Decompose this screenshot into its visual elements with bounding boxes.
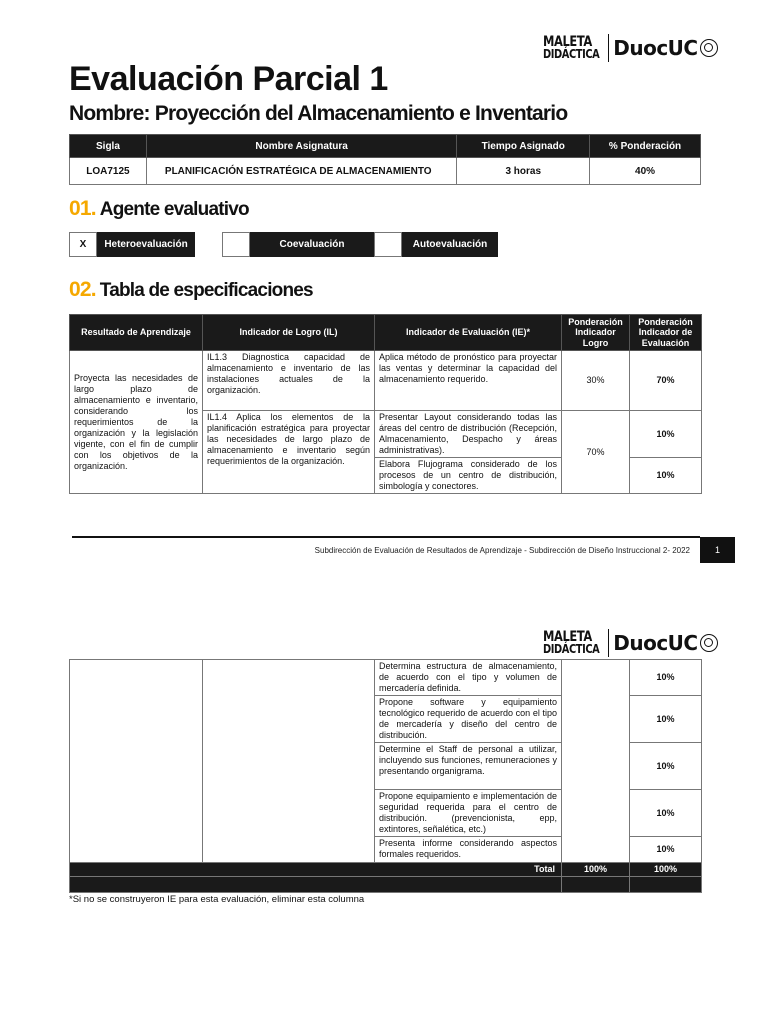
- agent-coevaluacion[interactable]: [222, 232, 374, 257]
- section-agente-evaluativo: [69, 197, 249, 221]
- header-indicador-evaluacion: Indicador de Evaluación (IE)*: [375, 315, 562, 351]
- section-label: Tabla de especificaciones: [99, 280, 313, 301]
- il-1-4-cell: IL1.4 Aplica los elementos de la planificación estratégica para proyectar las necesidades de largo plazo de almacenamiento e inventario según requerimientos de la organización.: [203, 411, 375, 494]
- header-nombre-asignatura: Nombre Asignatura: [146, 135, 456, 158]
- maleta-didactica-logo: MALETA DIDÁCTICA: [543, 34, 600, 61]
- seal-icon: [700, 634, 718, 652]
- header-sigla: Sigla: [70, 135, 147, 158]
- duocuc-brand: DuocUC: [613, 631, 698, 655]
- header-ponderacion: % Ponderación: [590, 135, 701, 158]
- ie-cell: Aplica método de pronóstico para proyectar las ventas y determinar la capacidad del almacenamiento requerido.: [375, 351, 562, 411]
- ponderacion-ie-value: 10%: [630, 660, 702, 696]
- page-number: 1: [700, 537, 735, 563]
- ie-cell: Propone software y equipamiento tecnológico requerido de acuerdo con el tipo de mercadería y diseño del centro de distribución.: [375, 696, 562, 743]
- agent-checkbox[interactable]: [374, 232, 402, 257]
- agent-label: Coevaluación: [250, 232, 374, 257]
- agent-autoevaluacion[interactable]: [374, 232, 498, 257]
- header-ponderacion-il: Ponderación Indicador Logro: [562, 315, 630, 351]
- header-resultado-aprendizaje: Resultado de Aprendizaje: [70, 315, 203, 351]
- ponderacion-ie-value: 10%: [630, 458, 702, 494]
- spec-table: [69, 314, 702, 494]
- asignatura-value: PLANIFICACIÓN ESTRATÉGICA DE ALMACENAMIENTO: [146, 158, 456, 185]
- agent-checkbox[interactable]: [222, 232, 250, 257]
- header-indicador-logro: Indicador de Logro (IL): [203, 315, 375, 351]
- agent-checkbox[interactable]: X: [69, 232, 97, 257]
- agent-label: Autoevaluación: [402, 232, 498, 257]
- ponderacion-ie-value: 10%: [630, 696, 702, 743]
- ponderacion-value: 40%: [590, 158, 701, 185]
- footer-text: Subdirección de Evaluación de Resultados de Aprendizaje - Subdirección de Diseño Instruccional 2- 2022: [314, 546, 690, 555]
- ponderacion-ie-value: 10%: [630, 743, 702, 790]
- resultado-aprendizaje-cell: Proyecta las necesidades de largo plazo de almacenamiento e inventario, considerando los requerimientos de la organización y la legislación vigente, con el fin de cumplir con los objetivos de la organización.: [70, 351, 203, 494]
- maleta-didactica-logo: MALETA DIDÁCTICA: [543, 629, 600, 656]
- agent-label: Heteroevaluación: [97, 232, 195, 257]
- total-blank: [70, 877, 562, 893]
- logo-separator: [608, 629, 610, 657]
- course-info-table: [69, 134, 701, 185]
- ponderacion-il-cell: [562, 660, 630, 863]
- duocuc-brand: DuocUC: [613, 36, 698, 60]
- footnote: *Si no se construyeron IE para esta evaluación, eliminar esta columna: [69, 894, 365, 905]
- section-number: 02.: [69, 278, 96, 301]
- spec-table-continued: [69, 659, 702, 893]
- ponderacion-il-value: 70%: [562, 411, 630, 494]
- resultado-aprendizaje-cell: [70, 660, 203, 863]
- header-tiempo-asignado: Tiempo Asignado: [457, 135, 590, 158]
- sigla-value: LOA7125: [70, 158, 147, 185]
- section-number: 01.: [69, 197, 96, 220]
- total-blank: [562, 877, 630, 893]
- logo-separator: [608, 34, 610, 62]
- ie-cell: Elabora Flujograma considerado de los procesos de un centro de distribución, simbología y conectores.: [375, 458, 562, 494]
- total-blank: [630, 877, 702, 893]
- duoc-logo: [543, 32, 718, 64]
- total-label: Total: [70, 863, 562, 877]
- il-1-3-cell: IL1.3 Diagnostica capacidad de almacenamiento e inventario de las instalaciones actuales de la organización.: [203, 351, 375, 411]
- il-cell: [203, 660, 375, 863]
- ie-cell: Presenta informe considerando aspectos formales requeridos.: [375, 837, 562, 863]
- agent-heteroevaluacion[interactable]: [69, 232, 195, 257]
- ie-cell: Determine el Staff de personal a utilizar, incluyendo sus funciones, remuneraciones y presentando organigrama.: [375, 743, 562, 790]
- ie-cell: Propone equipamiento e implementación de seguridad requerida para el centro de distribución. (prevencionista, epp, extintores, señalética, etc.): [375, 790, 562, 837]
- ponderacion-ie-value: 10%: [630, 790, 702, 837]
- ponderacion-ie-value: 10%: [630, 837, 702, 863]
- ponderacion-il-value: 30%: [562, 351, 630, 411]
- ponderacion-ie-value: 70%: [630, 351, 702, 411]
- ie-cell: Determina estructura de almacenamiento, de acuerdo con el tipo y volumen de mercadería definida.: [375, 660, 562, 696]
- section-label: Agente evaluativo: [99, 199, 249, 220]
- seal-icon: [700, 39, 718, 57]
- section-tabla-especificaciones: [69, 278, 313, 302]
- page-subtitle: Nombre: Proyección del Almacenamiento e Inventario: [69, 102, 568, 125]
- footer-divider: [72, 536, 700, 538]
- page-title: Evaluación Parcial 1: [69, 60, 388, 98]
- tiempo-value: 3 horas: [457, 158, 590, 185]
- duoc-logo: [543, 627, 718, 659]
- header-ponderacion-ie: Ponderación Indicador de Evaluación: [630, 315, 702, 351]
- total-ie-value: 100%: [630, 863, 702, 877]
- ponderacion-ie-value: 10%: [630, 411, 702, 458]
- ie-cell: Presentar Layout considerando todas las áreas del centro de distribución (Recepción, Almacenamiento, Despacho y áreas administrativas).: [375, 411, 562, 458]
- total-il-value: 100%: [562, 863, 630, 877]
